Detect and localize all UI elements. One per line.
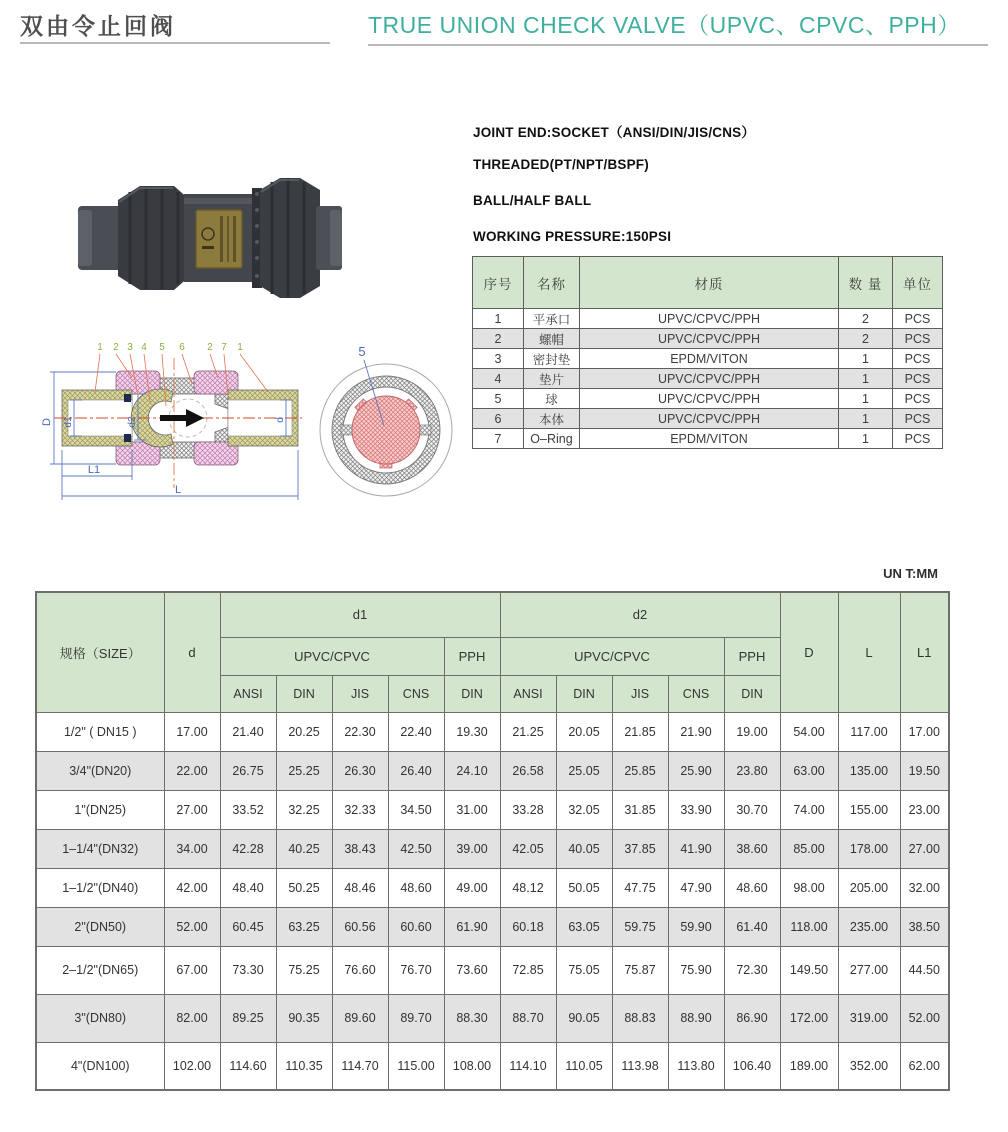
table-cell: 30.70 bbox=[724, 790, 780, 829]
page-title-english: TRUE UNION CHECK VALVE（UPVC、CPVC、PPH） bbox=[368, 12, 961, 38]
table-cell: 89.70 bbox=[388, 994, 444, 1042]
table-cell: 42.50 bbox=[388, 829, 444, 868]
table-cell: 32.25 bbox=[276, 790, 332, 829]
table-cell: 3 bbox=[473, 349, 524, 369]
callout-4: 4 bbox=[141, 342, 147, 353]
callout-3: 3 bbox=[127, 342, 133, 353]
table-cell: 172.00 bbox=[780, 994, 838, 1042]
table-cell: 50.05 bbox=[556, 868, 612, 907]
spec-line-threaded: THREADED(PT/NPT/BSPF) bbox=[473, 157, 649, 172]
dim-header-row-1 bbox=[36, 592, 949, 637]
dim-header-din-pph-1: DIN bbox=[444, 675, 500, 712]
table-cell: PCS bbox=[893, 389, 943, 409]
table-cell: 本体 bbox=[524, 409, 580, 429]
table-cell: 垫片 bbox=[524, 369, 580, 389]
table-cell: 67.00 bbox=[164, 946, 220, 994]
callout-5: 5 bbox=[159, 342, 165, 353]
table-cell: 48.40 bbox=[220, 868, 276, 907]
callout-2b: 2 bbox=[207, 342, 213, 353]
table-cell: 25.05 bbox=[556, 751, 612, 790]
dim-header-jis-2: JIS bbox=[612, 675, 668, 712]
table-row bbox=[473, 429, 943, 449]
table-row bbox=[473, 409, 943, 429]
table-cell: 59.75 bbox=[612, 907, 668, 946]
table-cell: 117.00 bbox=[838, 712, 900, 751]
table-cell: 5 bbox=[473, 389, 524, 409]
table-cell: 38.43 bbox=[332, 829, 388, 868]
dim-header-L: L bbox=[838, 592, 900, 712]
callout-7: 7 bbox=[221, 342, 227, 353]
dim-header-D: D bbox=[780, 592, 838, 712]
table-cell: 63.05 bbox=[556, 907, 612, 946]
table-cell: 48.60 bbox=[724, 868, 780, 907]
dim-header-d1-group: d1 bbox=[220, 592, 500, 637]
table-cell: UPVC/CPVC/PPH bbox=[580, 389, 839, 409]
table-cell: 40.25 bbox=[276, 829, 332, 868]
table-row bbox=[36, 790, 949, 829]
table-cell: 86.90 bbox=[724, 994, 780, 1042]
table-cell: 7 bbox=[473, 429, 524, 449]
parts-header-index: 序号 bbox=[473, 257, 524, 309]
table-row bbox=[473, 369, 943, 389]
table-cell: 88.30 bbox=[444, 994, 500, 1042]
table-cell: 114.70 bbox=[332, 1042, 388, 1090]
table-cell: 21.85 bbox=[612, 712, 668, 751]
table-row bbox=[473, 389, 943, 409]
table-cell: 73.30 bbox=[220, 946, 276, 994]
dim-header-ansi-2: ANSI bbox=[500, 675, 556, 712]
table-cell: 85.00 bbox=[780, 829, 838, 868]
table-cell: 1 bbox=[839, 409, 893, 429]
table-cell: 1–1/2"(DN40) bbox=[36, 868, 164, 907]
table-cell: 98.00 bbox=[780, 868, 838, 907]
photo-gold-label bbox=[196, 210, 242, 268]
dim-header-din-1: DIN bbox=[276, 675, 332, 712]
table-cell: 3"(DN80) bbox=[36, 994, 164, 1042]
table-cell: 49.00 bbox=[444, 868, 500, 907]
table-cell: 25.25 bbox=[276, 751, 332, 790]
table-cell: UPVC/CPVC/PPH bbox=[580, 329, 839, 349]
table-cell: 60.45 bbox=[220, 907, 276, 946]
table-cell: 38.50 bbox=[900, 907, 949, 946]
table-cell: 37.85 bbox=[612, 829, 668, 868]
table-cell: 32.00 bbox=[900, 868, 949, 907]
table-cell: 118.00 bbox=[780, 907, 838, 946]
table-cell: 106.40 bbox=[724, 1042, 780, 1090]
dim-header-L1: L1 bbox=[900, 592, 949, 712]
table-cell: 61.40 bbox=[724, 907, 780, 946]
table-cell: 40.05 bbox=[556, 829, 612, 868]
table-cell: 22.40 bbox=[388, 712, 444, 751]
table-cell: 31.85 bbox=[612, 790, 668, 829]
table-cell: 球 bbox=[524, 389, 580, 409]
table-cell: 1–1/4"(DN32) bbox=[36, 829, 164, 868]
table-cell: 319.00 bbox=[838, 994, 900, 1042]
end-view-callout-5: 5 bbox=[358, 344, 366, 359]
table-cell: 90.35 bbox=[276, 994, 332, 1042]
table-cell: 2"(DN50) bbox=[36, 907, 164, 946]
dim-header-din-pph-2: DIN bbox=[724, 675, 780, 712]
table-cell: 89.60 bbox=[332, 994, 388, 1042]
table-cell: 42.05 bbox=[500, 829, 556, 868]
table-cell: 149.50 bbox=[780, 946, 838, 994]
table-cell: 76.70 bbox=[388, 946, 444, 994]
table-cell: 34.00 bbox=[164, 829, 220, 868]
table-cell: 47.75 bbox=[612, 868, 668, 907]
table-cell: 110.35 bbox=[276, 1042, 332, 1090]
table-cell: 88.90 bbox=[668, 994, 724, 1042]
table-cell: 1 bbox=[839, 349, 893, 369]
table-cell: 113.80 bbox=[668, 1042, 724, 1090]
table-cell: 48.46 bbox=[332, 868, 388, 907]
table-cell: 23.00 bbox=[900, 790, 949, 829]
table-cell: O–Ring bbox=[524, 429, 580, 449]
table-row bbox=[473, 329, 943, 349]
table-cell: 82.00 bbox=[164, 994, 220, 1042]
table-cell: 88.70 bbox=[500, 994, 556, 1042]
table-cell: 76.60 bbox=[332, 946, 388, 994]
table-cell: 1 bbox=[473, 309, 524, 329]
table-cell: 1"(DN25) bbox=[36, 790, 164, 829]
dim-label-d: d bbox=[275, 417, 286, 423]
parts-table-header-row bbox=[473, 257, 943, 309]
table-cell: 2 bbox=[473, 329, 524, 349]
table-cell: 42.00 bbox=[164, 868, 220, 907]
table-cell: 48.12 bbox=[500, 868, 556, 907]
table-cell: 48.60 bbox=[388, 868, 444, 907]
table-cell: 47.90 bbox=[668, 868, 724, 907]
table-cell: 54.00 bbox=[780, 712, 838, 751]
table-cell: 61.90 bbox=[444, 907, 500, 946]
table-cell: 3/4"(DN20) bbox=[36, 751, 164, 790]
table-cell: 75.05 bbox=[556, 946, 612, 994]
spec-line-ball: BALL/HALF BALL bbox=[473, 193, 592, 208]
dim-header-ansi-1: ANSI bbox=[220, 675, 276, 712]
dim-header-upvc-2: UPVC/CPVC bbox=[500, 637, 724, 675]
table-cell: 44.50 bbox=[900, 946, 949, 994]
table-row bbox=[473, 349, 943, 369]
table-cell: 352.00 bbox=[838, 1042, 900, 1090]
dim-header-d: d bbox=[164, 592, 220, 712]
parts-table bbox=[472, 256, 943, 449]
table-cell: PCS bbox=[893, 309, 943, 329]
table-cell: 平承口 bbox=[524, 309, 580, 329]
spec-line-pressure: WORKING PRESSURE:150PSI bbox=[473, 229, 672, 244]
table-cell: 72.85 bbox=[500, 946, 556, 994]
table-cell: 52.00 bbox=[164, 907, 220, 946]
table-cell: 155.00 bbox=[838, 790, 900, 829]
table-cell: 20.05 bbox=[556, 712, 612, 751]
unit-note: UN T:MM bbox=[883, 566, 938, 581]
table-cell: 31.00 bbox=[444, 790, 500, 829]
table-cell: 19.00 bbox=[724, 712, 780, 751]
table-cell: 33.90 bbox=[668, 790, 724, 829]
table-cell: 22.30 bbox=[332, 712, 388, 751]
callout-numbers bbox=[97, 342, 243, 353]
dim-header-cns-1: CNS bbox=[388, 675, 444, 712]
table-cell: 114.10 bbox=[500, 1042, 556, 1090]
table-cell: 39.00 bbox=[444, 829, 500, 868]
table-cell: 32.05 bbox=[556, 790, 612, 829]
table-cell: 33.52 bbox=[220, 790, 276, 829]
table-cell: 26.40 bbox=[388, 751, 444, 790]
table-cell: 52.00 bbox=[900, 994, 949, 1042]
table-cell: 26.30 bbox=[332, 751, 388, 790]
table-cell: PCS bbox=[893, 369, 943, 389]
table-cell: 17.00 bbox=[900, 712, 949, 751]
table-cell: 2 bbox=[839, 329, 893, 349]
table-cell: 42.28 bbox=[220, 829, 276, 868]
table-row bbox=[36, 1042, 949, 1090]
table-cell: 34.50 bbox=[388, 790, 444, 829]
table-cell: 72.30 bbox=[724, 946, 780, 994]
table-cell: 113.98 bbox=[612, 1042, 668, 1090]
callout-1b: 1 bbox=[237, 342, 243, 353]
table-cell: 88.83 bbox=[612, 994, 668, 1042]
table-cell: 22.00 bbox=[164, 751, 220, 790]
table-row bbox=[36, 712, 949, 751]
table-cell: 189.00 bbox=[780, 1042, 838, 1090]
table-cell: EPDM/VITON bbox=[580, 429, 839, 449]
table-cell: 63.25 bbox=[276, 907, 332, 946]
table-cell: 19.30 bbox=[444, 712, 500, 751]
dim-label-L: L bbox=[174, 484, 182, 496]
table-cell: 59.90 bbox=[668, 907, 724, 946]
technical-drawing bbox=[40, 338, 470, 529]
table-cell: 102.00 bbox=[164, 1042, 220, 1090]
table-cell: 75.87 bbox=[612, 946, 668, 994]
table-cell: 89.25 bbox=[220, 994, 276, 1042]
table-cell: 75.25 bbox=[276, 946, 332, 994]
callout-6: 6 bbox=[179, 342, 185, 353]
table-cell: 110.05 bbox=[556, 1042, 612, 1090]
table-cell: 277.00 bbox=[838, 946, 900, 994]
cross-section-view bbox=[41, 342, 302, 500]
table-cell: 27.00 bbox=[164, 790, 220, 829]
table-cell: 73.60 bbox=[444, 946, 500, 994]
table-cell: 62.00 bbox=[900, 1042, 949, 1090]
dim-header-din-2: DIN bbox=[556, 675, 612, 712]
table-cell: 178.00 bbox=[838, 829, 900, 868]
dim-label-D: D bbox=[41, 418, 53, 426]
table-cell: 23.80 bbox=[724, 751, 780, 790]
callout-1a: 1 bbox=[97, 342, 103, 353]
dim-label-d2: d2 bbox=[127, 416, 138, 428]
table-cell: 19.50 bbox=[900, 751, 949, 790]
table-cell: UPVC/CPVC/PPH bbox=[580, 409, 839, 429]
dimensions-table bbox=[35, 591, 950, 1091]
dim-header-pph-1: PPH bbox=[444, 637, 500, 675]
table-cell: 24.10 bbox=[444, 751, 500, 790]
dim-header-d2-group: d2 bbox=[500, 592, 780, 637]
dim-header-upvc-1: UPVC/CPVC bbox=[220, 637, 444, 675]
table-cell: 205.00 bbox=[838, 868, 900, 907]
table-cell: 1/2" ( DN15 ) bbox=[36, 712, 164, 751]
table-cell: PCS bbox=[893, 429, 943, 449]
table-cell: 4"(DN100) bbox=[36, 1042, 164, 1090]
table-cell: 25.85 bbox=[612, 751, 668, 790]
table-cell: 1 bbox=[839, 389, 893, 409]
table-cell: 38.60 bbox=[724, 829, 780, 868]
dim-header-jis-1: JIS bbox=[332, 675, 388, 712]
dim-header-size: 规格（SIZE） bbox=[36, 592, 164, 712]
spec-list bbox=[473, 121, 755, 265]
parts-header-name: 名称 bbox=[524, 257, 580, 309]
table-cell: 21.40 bbox=[220, 712, 276, 751]
table-cell: 41.90 bbox=[668, 829, 724, 868]
table-cell: 螺帽 bbox=[524, 329, 580, 349]
title-underline-right bbox=[368, 44, 988, 46]
table-cell: 75.90 bbox=[668, 946, 724, 994]
title-underline-left bbox=[20, 42, 330, 44]
table-cell: 60.60 bbox=[388, 907, 444, 946]
table-cell: PCS bbox=[893, 409, 943, 429]
table-cell: 1 bbox=[839, 369, 893, 389]
dim-label-L1: L1 bbox=[87, 464, 101, 476]
dim-header-pph-2: PPH bbox=[724, 637, 780, 675]
photo-right-union-nut bbox=[260, 178, 320, 298]
table-row bbox=[36, 751, 949, 790]
table-cell: 74.00 bbox=[780, 790, 838, 829]
table-cell: 60.18 bbox=[500, 907, 556, 946]
table-cell: 21.90 bbox=[668, 712, 724, 751]
table-cell: 135.00 bbox=[838, 751, 900, 790]
table-cell: 6 bbox=[473, 409, 524, 429]
parts-header-qty: 数 量 bbox=[839, 257, 893, 309]
table-cell: 25.90 bbox=[668, 751, 724, 790]
table-cell: 2–1/2"(DN65) bbox=[36, 946, 164, 994]
table-cell: 1 bbox=[839, 429, 893, 449]
table-row bbox=[36, 994, 949, 1042]
table-cell: UPVC/CPVC/PPH bbox=[580, 369, 839, 389]
table-cell: 235.00 bbox=[838, 907, 900, 946]
table-cell: 115.00 bbox=[388, 1042, 444, 1090]
table-cell: 26.58 bbox=[500, 751, 556, 790]
parts-header-material: 材质 bbox=[580, 257, 839, 309]
table-row bbox=[36, 907, 949, 946]
table-cell: 密封垫 bbox=[524, 349, 580, 369]
page-title-chinese: 双由令止回阀 bbox=[20, 13, 176, 39]
table-cell: PCS bbox=[893, 349, 943, 369]
table-cell: EPDM/VITON bbox=[580, 349, 839, 369]
spec-line-joint-end: JOINT END:SOCKET（ANSI/DIN/JIS/CNS） bbox=[473, 125, 756, 140]
table-cell: 60.56 bbox=[332, 907, 388, 946]
table-row bbox=[36, 868, 949, 907]
table-cell: 114.60 bbox=[220, 1042, 276, 1090]
table-cell: 27.00 bbox=[900, 829, 949, 868]
table-cell: 4 bbox=[473, 369, 524, 389]
callout-2a: 2 bbox=[113, 342, 119, 353]
flow-arrow bbox=[160, 409, 204, 427]
table-cell: 33.28 bbox=[500, 790, 556, 829]
dim-label-d1: d1 bbox=[63, 416, 74, 428]
table-row bbox=[473, 309, 943, 329]
parts-header-unit: 单位 bbox=[893, 257, 943, 309]
end-view bbox=[320, 344, 452, 496]
dim-header-cns-2: CNS bbox=[668, 675, 724, 712]
table-cell: 26.75 bbox=[220, 751, 276, 790]
table-cell: 63.00 bbox=[780, 751, 838, 790]
table-row bbox=[36, 946, 949, 994]
table-cell: PCS bbox=[893, 329, 943, 349]
table-cell: 50.25 bbox=[276, 868, 332, 907]
table-cell: 20.25 bbox=[276, 712, 332, 751]
table-cell: 32.33 bbox=[332, 790, 388, 829]
table-cell: 17.00 bbox=[164, 712, 220, 751]
table-cell: 108.00 bbox=[444, 1042, 500, 1090]
product-photo-valve bbox=[72, 158, 344, 325]
table-cell: 21.25 bbox=[500, 712, 556, 751]
table-cell: 90.05 bbox=[556, 994, 612, 1042]
table-row bbox=[36, 829, 949, 868]
table-cell: UPVC/CPVC/PPH bbox=[580, 309, 839, 329]
table-cell: 2 bbox=[839, 309, 893, 329]
